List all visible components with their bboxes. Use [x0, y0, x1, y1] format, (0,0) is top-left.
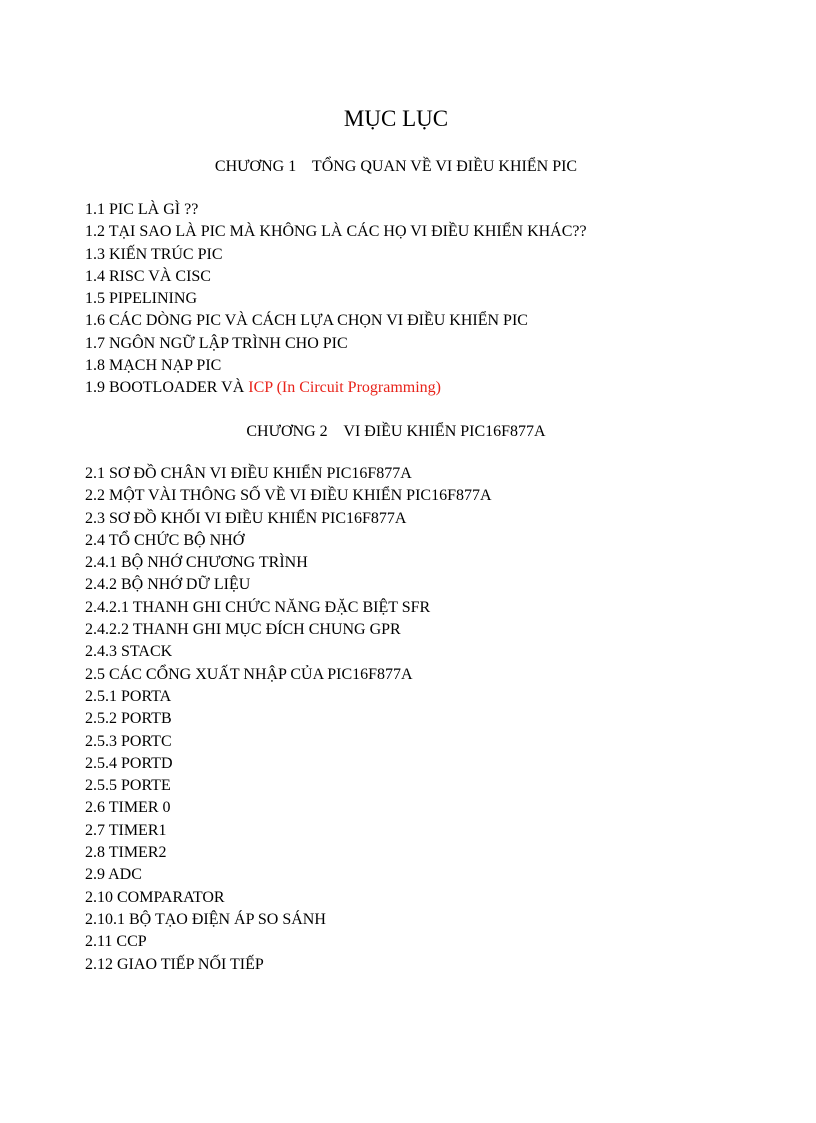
- chapter-1-toc-list: [85, 199, 587, 400]
- toc-item: 2.11 CCP: [85, 933, 147, 951]
- toc-item: 2.3 SƠ ĐỒ KHỐI VI ĐIỀU KHIỂN PIC16F877A: [85, 509, 407, 527]
- toc-item: 2.10 COMPARATOR: [85, 888, 225, 906]
- toc-item: 2.4.2.1 THANH GHI CHỨC NĂNG ĐẶC BIỆT SFR: [85, 598, 431, 616]
- toc-item: 2.7 TIMER1: [85, 821, 167, 839]
- chapter-2-toc-list: [85, 463, 492, 976]
- chapter-2-heading: CHƯƠNG 2 VI ĐIỀU KHIỂN PIC16F877A: [246, 423, 546, 440]
- toc-item-highlight: ICP (In Circuit Programming): [248, 379, 441, 397]
- toc-item: 1.6 CÁC DÒNG PIC VÀ CÁCH LỰA CHỌN VI ĐIỀU KHIỂN PIC: [85, 312, 528, 330]
- toc-item: 1.8 MẠCH NẠP PIC: [85, 357, 222, 375]
- toc-item: 2.10.1 BỘ TẠO ĐIỆN ÁP SO SÁNH: [85, 910, 326, 928]
- toc-item: 1.3 KIẾN TRÚC PIC: [85, 245, 223, 263]
- toc-item: 2.5.3 PORTC: [85, 732, 172, 750]
- toc-item: 2.5.4 PORTD: [85, 754, 173, 772]
- toc-item: 1.1 PIC LÀ GÌ ??: [85, 201, 199, 218]
- toc-item-bootloader: [85, 377, 587, 399]
- toc-item: 2.5 CÁC CỔNG XUẤT NHẬP CỦA PIC16F877A: [85, 665, 413, 683]
- toc-item: 1.7 NGÔN NGỮ LẬP TRÌNH CHO PIC: [85, 334, 348, 352]
- toc-item: 2.5.1 PORTA: [85, 687, 172, 705]
- toc-item: 1.5 PIPELINING: [85, 290, 197, 308]
- toc-item: 2.2 MỘT VÀI THÔNG SỐ VỀ VI ĐIỀU KHIỂN PIC16F877A: [85, 487, 492, 505]
- toc-item: 2.9 ADC: [85, 866, 142, 884]
- toc-item: 2.5.2 PORTB: [85, 710, 172, 728]
- toc-item: 2.4.2.2 THANH GHI MỤC ĐÍCH CHUNG GPR: [85, 621, 401, 639]
- toc-item: 2.4.1 BỘ NHỚ CHƯƠNG TRÌNH: [85, 554, 308, 572]
- toc-item: 2.6 TIMER 0: [85, 799, 171, 817]
- toc-item: 1.2 TẠI SAO LÀ PIC MÀ KHÔNG LÀ CÁC HỌ VI ĐIỀU KHIỂN KHÁC??: [85, 223, 587, 241]
- toc-item: 2.12 GIAO TIẾP NỐI TIẾP: [85, 955, 264, 973]
- toc-item-prefix: 1.9 BOOTLOADER VÀ: [85, 379, 249, 397]
- chapter-1-heading: CHƯƠNG 1 TỔNG QUAN VỀ VI ĐIỀU KHIỂN PIC: [214, 158, 578, 175]
- toc-item: 2.1 SƠ ĐỒ CHÂN VI ĐIỀU KHIỂN PIC16F877A: [85, 465, 412, 482]
- toc-item: 2.4.2 BỘ NHỚ DỮ LIỆU: [85, 576, 251, 594]
- toc-item: 2.4 TỔ CHỨC BỘ NHỚ: [85, 531, 245, 549]
- page-title: MỤC LỤC: [343, 106, 449, 131]
- toc-item: 2.8 TIMER2: [85, 844, 167, 862]
- toc-item: 2.4.3 STACK: [85, 643, 173, 661]
- toc-item: 2.5.5 PORTE: [85, 777, 171, 795]
- toc-item: 1.4 RISC VÀ CISC: [85, 267, 211, 285]
